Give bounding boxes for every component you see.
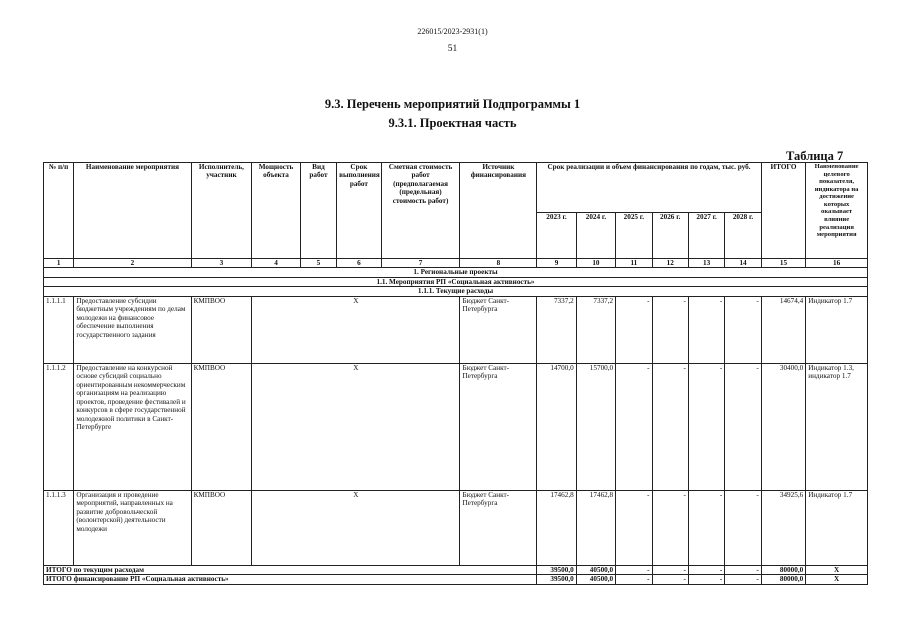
row-y2025: - — [616, 296, 652, 363]
row-indicator: Индикатор 1.7 — [806, 490, 868, 565]
total-y2025: - — [616, 575, 652, 584]
total-row — [44, 575, 868, 584]
header-term: Срок выполнения работ — [337, 163, 381, 259]
total-y2024: 40500,0 — [576, 565, 615, 574]
row-name: Предоставление на конкурсной основе субсидий социально ориентированным некоммерческим организациям на реализацию проектов, проведение фестивалей и конкурсов в сфере государственной молодежной политики в Санкт-Петербурге — [74, 363, 191, 490]
section-social-activity: 1.1. Мероприятия РП «Социальная активность» — [44, 277, 868, 286]
table-label: Таблица 7 — [786, 149, 844, 163]
total-y2027: - — [688, 575, 724, 584]
row-name: Организация и проведение мероприятий, направленных на развитие добровольческой (волонтерской) деятельности молодежи — [74, 490, 191, 565]
row-source: Бюджет Санкт-Петербурга — [460, 490, 537, 565]
col-number: 1 — [44, 259, 74, 268]
col-number: 12 — [652, 259, 688, 268]
row-name: Предоставление субсидии бюджетным учреждениям по делам молодежи на финансовое обеспечение выполнения государственного задания — [74, 296, 191, 363]
row-id: 1.1.1.3 — [44, 490, 74, 565]
total-row — [44, 565, 868, 574]
col-number: 14 — [725, 259, 761, 268]
col-number: 9 — [537, 259, 576, 268]
row-indicator: Индикатор 1.3, индикатор 1.7 — [806, 363, 868, 490]
header-executor: Исполнитель, участник — [191, 163, 252, 259]
row-mark: X — [252, 490, 460, 565]
total-y2025: - — [616, 565, 652, 574]
row-executor: КМПВОО — [191, 296, 252, 363]
total-label: ИТОГО по текущим расходам — [44, 565, 537, 574]
row-y2025: - — [616, 363, 652, 490]
row-y2028: - — [725, 296, 761, 363]
row-total: 34925,6 — [761, 490, 805, 565]
col-number: 6 — [337, 259, 381, 268]
total-label: ИТОГО финансирование РП «Социальная активность» — [44, 575, 537, 584]
total-y2023: 39500,0 — [537, 565, 576, 574]
header-year: 2025 г. — [616, 213, 652, 259]
row-y2028: - — [725, 490, 761, 565]
total-sum: 80000,0 — [761, 575, 805, 584]
total-y2023: 39500,0 — [537, 575, 576, 584]
header-year: 2026 г. — [652, 213, 688, 259]
col-number: 5 — [300, 259, 336, 268]
header-year: 2023 г. — [537, 213, 576, 259]
table-row — [44, 296, 868, 363]
total-y2026: - — [652, 575, 688, 584]
row-id: 1.1.1.2 — [44, 363, 74, 490]
row-source: Бюджет Санкт-Петербурга — [460, 296, 537, 363]
row-indicator: Индикатор 1.7 — [806, 296, 868, 363]
header-year: 2028 г. — [725, 213, 761, 259]
document-id: 226015/2023-2931(1) — [417, 27, 488, 36]
col-number: 13 — [688, 259, 724, 268]
row-y2024: 17462,8 — [576, 490, 615, 565]
header-year: 2024 г. — [576, 213, 615, 259]
row-y2028: - — [725, 363, 761, 490]
row-y2027: - — [688, 296, 724, 363]
row-total: 30400,0 — [761, 363, 805, 490]
row-id: 1.1.1.1 — [44, 296, 74, 363]
row-y2023: 7337,2 — [537, 296, 576, 363]
row-y2023: 14700,0 — [537, 363, 576, 490]
col-number: 3 — [191, 259, 252, 268]
page-number: 51 — [447, 44, 458, 54]
total-y2028: - — [725, 575, 761, 584]
section-regional-projects: 1. Региональные проекты — [44, 268, 868, 277]
total-y2027: - — [688, 565, 724, 574]
col-number: 4 — [252, 259, 301, 268]
page-title: 9.3. Перечень мероприятий Подпрограммы 1 — [324, 97, 581, 111]
col-number: 16 — [806, 259, 868, 268]
header-year: 2027 г. — [688, 213, 724, 259]
row-mark: X — [252, 296, 460, 363]
row-executor: КМПВОО — [191, 490, 252, 565]
row-y2024: 7337,2 — [576, 296, 615, 363]
total-y2024: 40500,0 — [576, 575, 615, 584]
row-y2024: 15700,0 — [576, 363, 615, 490]
col-number: 8 — [460, 259, 537, 268]
total-indicator: X — [806, 565, 868, 574]
header-capacity: Мощность объекта — [252, 163, 301, 259]
row-total: 14674,4 — [761, 296, 805, 363]
header-name: Наименование мероприятия — [74, 163, 191, 259]
col-number: 15 — [761, 259, 805, 268]
row-y2026: - — [652, 490, 688, 565]
row-source: Бюджет Санкт-Петербурга — [460, 363, 537, 490]
header-indicator: Наименование целевого показателя, индикатора на достижение которых оказывает влияние реализация мероприятия — [806, 163, 868, 259]
header-estimate: Сметная стоимость работ (предполагаемая (предельная) стоимость работ) — [381, 163, 460, 259]
col-number: 2 — [74, 259, 191, 268]
total-y2026: - — [652, 565, 688, 574]
col-number: 10 — [576, 259, 615, 268]
header-source: Источник финансирования — [460, 163, 537, 259]
row-y2026: - — [652, 296, 688, 363]
table-row — [44, 490, 868, 565]
row-y2025: - — [616, 490, 652, 565]
header-work-type: Вид работ — [300, 163, 336, 259]
header-num: № п/п — [44, 163, 74, 259]
row-mark: X — [252, 363, 460, 490]
row-executor: КМПВОО — [191, 363, 252, 490]
row-y2026: - — [652, 363, 688, 490]
table-row — [44, 363, 868, 490]
total-sum: 80000,0 — [761, 565, 805, 574]
col-number: 11 — [616, 259, 652, 268]
activities-table — [43, 162, 868, 585]
header-total: ИТОГО — [761, 163, 805, 259]
total-y2028: - — [725, 565, 761, 574]
row-y2023: 17462,8 — [537, 490, 576, 565]
row-y2027: - — [688, 363, 724, 490]
row-y2027: - — [688, 490, 724, 565]
page-subtitle: 9.3.1. Проектная часть — [388, 116, 517, 130]
col-number: 7 — [381, 259, 460, 268]
total-indicator: X — [806, 575, 868, 584]
header-period-group: Срок реализации и объем финансирования по годам, тыс. руб. — [537, 163, 761, 213]
section-current-expenses: 1.1.1. Текущие расходы — [44, 287, 868, 296]
